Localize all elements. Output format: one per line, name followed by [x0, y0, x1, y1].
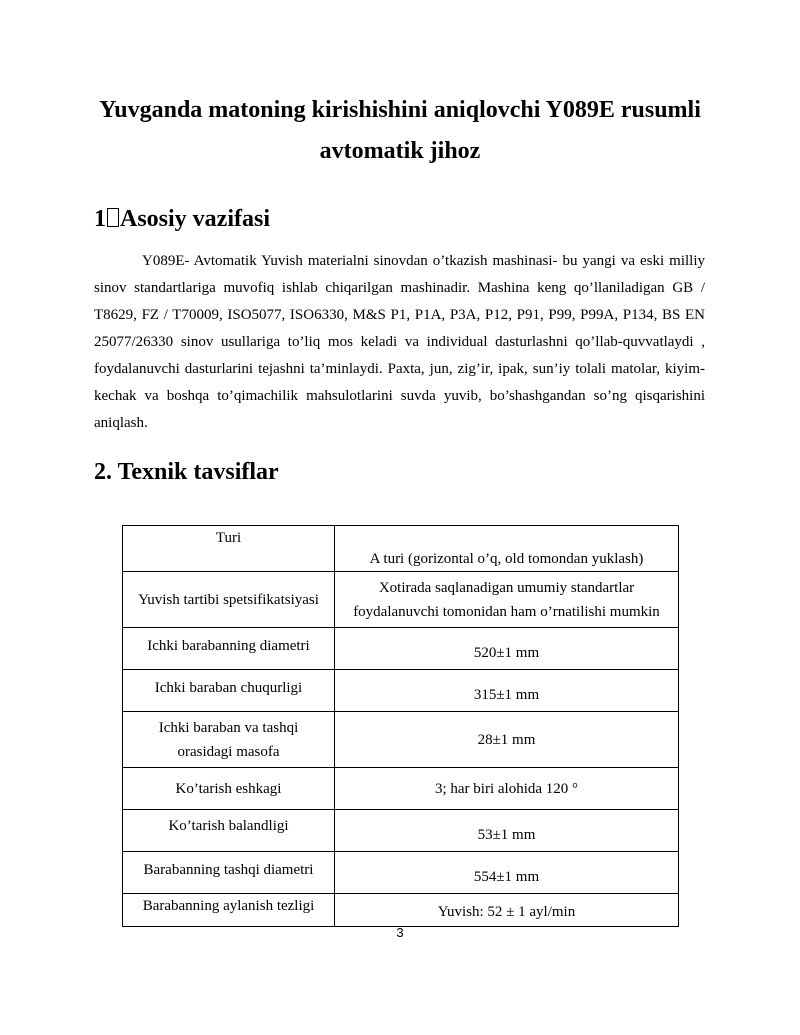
- spec-label: Ichki barabanning diametri: [123, 628, 335, 670]
- table-row: [123, 852, 679, 894]
- table-row: [123, 768, 679, 810]
- document-title-line-1: Yuvganda matoning kirishishini aniqlovchi Y089E rusumli: [99, 97, 701, 123]
- table-row: [123, 894, 679, 927]
- spec-value: 520±1 mm: [335, 628, 679, 670]
- spec-label-line: orasidagi masofa: [177, 743, 280, 760]
- spec-label: Barabanning aylanish tezligi: [123, 894, 335, 927]
- spec-label: Ko’tarish balandligi: [123, 810, 335, 852]
- table-row: [123, 628, 679, 670]
- spec-label: [123, 712, 335, 768]
- table-row: [123, 526, 679, 572]
- spec-value: 315±1 mm: [335, 670, 679, 712]
- spec-label: Ko’tarish eshkagi: [123, 768, 335, 810]
- technical-specs-table: [122, 525, 679, 927]
- spec-label-line: Ichki baraban va tashqi: [158, 719, 299, 736]
- table-row: [123, 572, 679, 628]
- document-title-line-2: avtomatik jihoz: [319, 138, 481, 164]
- spec-value-line: Xotirada saqlanadigan umumiy standartlar: [378, 579, 635, 596]
- spec-value: 3; har biri alohida 120 °: [335, 768, 679, 810]
- missing-glyph-icon: [107, 208, 119, 227]
- table-row: [123, 810, 679, 852]
- section-1-paragraph: Y089E- Avtomatik Yuvish materialni sinovdan o’tkazish mashinasi- bu yangi va eski milliy sinov standartlariga muvofiq ishlab chiqarilgan mashinadir. Mashina keng qo’llaniladigan GB / T8629, FZ / T70009, ISO5077, ISO6330, M&S P1, P1A, P3A, P12, P91, P99, P99A, P134, BS EN 25077/26330 sinov usullariga to’liq mos keladi va individual dasturlashni qo’llab-quvvatlaydi , foydalanuvchi dasturlarini tejashni ta’minlaydi. Paxta, jun, zig’ir, ipak, sun’iy tolali matolar, kiyim-kechak va boshqa to’qimachilik mahsulotlarini suvda yuvib, bo’shashgandan so’ng qisqarishini aniqlash.: [94, 253, 705, 431]
- section-1-heading: [94, 205, 270, 233]
- spec-value-line: foydalanuvchi tomonidan ham o’rnatilishi mumkin: [353, 603, 660, 620]
- section-1-title: Asosiy vazifasi: [120, 206, 270, 232]
- spec-label: Ichki baraban chuqurligi: [123, 670, 335, 712]
- spec-label: Yuvish tartibi spetsifikatsiyasi: [123, 572, 335, 628]
- section-1-number: 1: [94, 206, 106, 232]
- spec-value: 28±1 mm: [335, 712, 679, 768]
- spec-value: 554±1 mm: [335, 852, 679, 894]
- spec-value: A turi (gorizontal o’q, old tomondan yuklash): [335, 526, 679, 572]
- table-row: [123, 670, 679, 712]
- spec-value: 53±1 mm: [335, 810, 679, 852]
- spec-value: [335, 572, 679, 628]
- section-2-heading: 2. Texnik tavsiflar: [94, 459, 279, 485]
- table-row: [123, 712, 679, 768]
- spec-label: Barabanning tashqi diametri: [123, 852, 335, 894]
- spec-value: Yuvish: 52 ± 1 ayl/min: [335, 894, 679, 927]
- spec-label: Turi: [123, 526, 335, 572]
- page-number: 3: [396, 925, 404, 940]
